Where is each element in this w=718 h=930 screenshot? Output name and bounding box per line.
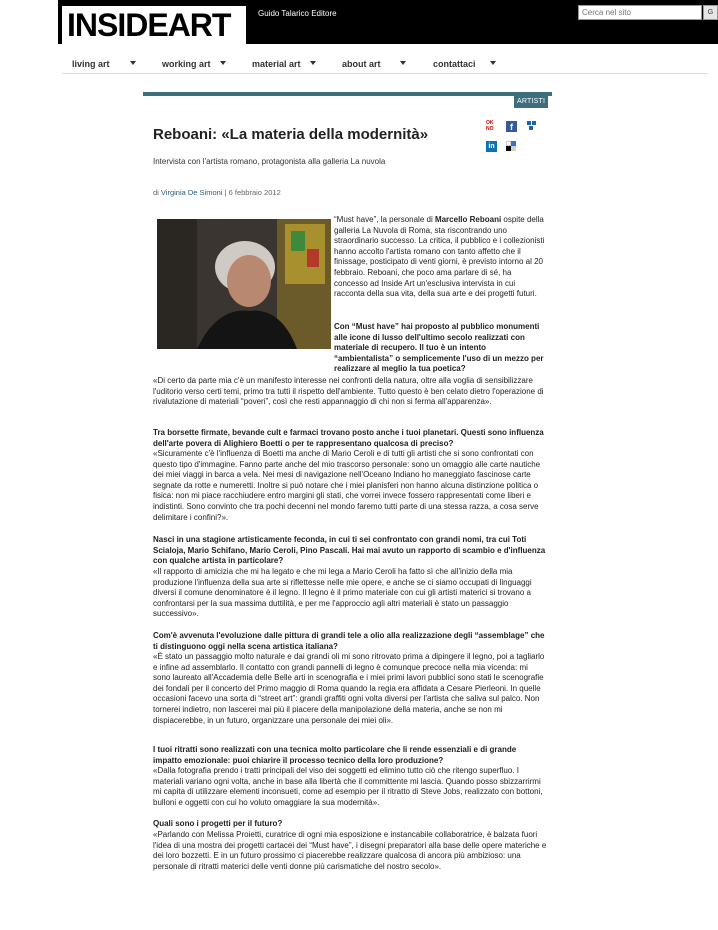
nav-item-working-art[interactable]: working art — [162, 59, 211, 69]
chevron-down-icon[interactable] — [490, 61, 496, 65]
myspace-square-3 — [529, 126, 533, 130]
article-photo — [157, 219, 331, 349]
question-1: Con “Must have” hai proposto al pubblico monumenti alle icone di lusso dell'ultimo secolo realizzati con materiale di recupero. Il tuo è un intento “ambientalista” o semplicemente l'uso di un mezzo per realizzare al meglio la tua poetica? — [334, 322, 544, 374]
oknotizie-label: OK NO — [486, 120, 494, 132]
chevron-down-icon[interactable] — [220, 61, 226, 65]
myspace-square-2 — [532, 121, 536, 125]
linkedin-glyph: in — [488, 143, 495, 150]
byline-prefix: di — [153, 188, 161, 197]
logo[interactable] — [62, 6, 246, 44]
section-bar — [143, 92, 552, 96]
byline-separator: | — [222, 188, 229, 197]
lead-text-1: “Must have”, la personale di — [334, 215, 435, 224]
article-subtitle: Intervista con l'artista romano, protagonista alla galleria La nuvola — [153, 157, 386, 166]
publisher-link[interactable]: Guido Talarico Editore — [258, 9, 337, 18]
myspace-square-1 — [527, 121, 531, 125]
chevron-down-icon[interactable] — [130, 61, 136, 65]
delicious-icon[interactable] — [506, 141, 517, 152]
chevron-down-icon[interactable] — [310, 61, 316, 65]
artist-name: Marcello Reboani — [434, 215, 502, 224]
nav-item-about-art[interactable]: about art — [342, 59, 381, 69]
search-button[interactable]: G — [703, 5, 718, 20]
answer-3: «Il rapporto di amicizia che mi ha legato e che mi lega a Mario Ceroli ha fatto sì che all'inizio della mia produzione l'influenza della sua arte si riflettesse nelle mie opere, e anche se ci siamo occupati di linguaggi diversi il comune denominatore è il legno. Il legno è il primo materiale con cui gli artisti materici si trovano a confrontarsi per la sua massima duttilità, e per me l'approccio agli altri materiali è stato un passaggio successivo». — [153, 567, 532, 619]
facebook-icon[interactable] — [506, 121, 517, 132]
facebook-glyph: f — [510, 122, 513, 132]
question-4: Com'è avvenuta l'evoluzione dalle pittura di grandi tele a olio alla realizzazione degli “assemblage” che ti distinguono oggi nella scena artistica italiana? — [153, 631, 545, 651]
question-3: Nasci in una stagione artisticamente feconda, in cui ti sei confrontato con grandi nomi, tra cui Toti Scialoja, Mario Schifano, Mario Ceroli, Pino Pascali. Hai mai avuto un rapporto di scambio e d'influenza con qualche artista in particolare? — [153, 535, 546, 566]
article-title: Reboani: «La materia della modernità» — [153, 126, 429, 143]
myspace-icon[interactable] — [527, 121, 537, 131]
answer-1: «Di certo da parte mia c'è un manifesto interesse nei confronti della natura, oltre alla voglia di sensibilizzare l'uditorio verso certi temi, primo tra tutti il rispetto dell'ambiente. Tutto questo è ben celato dietro l'operazione di rivalutazione di materiali “poveri”, così che resti appannaggio di chi non si ferma all'apparenza». — [153, 376, 544, 407]
oknotizie-icon[interactable] — [486, 120, 497, 132]
chevron-down-icon[interactable] — [400, 61, 406, 65]
search-input[interactable] — [578, 5, 702, 20]
answer-4: «È stato un passaggio molto naturale e dai grandi oli mi sono ritrovato prima a dipingere il legno, poi a tagliarlo e infine ad assemblarlo. Il contatto con grandi pannelli di legno è comunque precoce nella mia vicenda: mi sono laureato all'Accademia delle Belle arti in scenografia e i miei primi lavori pubblici sono stati le scenografie dei fondali per il concerto del Primo maggio di Roma quando la regia era affidata a Cesare Pierleoni. In quelle occasioni facevo una sorta di “street art”: grandi graffiti ogni volta diversi per l'artista che saliva sul palco. Non tornerei indietro, non lascerei mai più il piacere della manipolazione della materia, anche se non mi dispiacerebbe, in un futuro, organizzare una personale dei miei oli». — [153, 652, 545, 725]
lead-text-2: ospite della galleria La Nuvola di Roma, sta riscontrando uno straordinario successo. La critica, il pubblico e i collezionisti hanno accolto l'artista romano con tanto affetto che il finissage, posticipato di venti giorni, è previsto intorno al 20 febbraio. Reboani, che poco ama parlare di sé, ha concesso ad Inside Art un'esclusiva intervista in cui racconta della sua vita, della sua arte e dei progetti futuri. — [334, 215, 545, 299]
article-lead — [334, 215, 545, 300]
section-tag[interactable]: ARTISTI — [514, 96, 548, 108]
article-date: 6 febbraio 2012 — [228, 188, 281, 197]
answer-5: «Dalla fotografia prendo i tratti principali del viso dei soggetti ed elimino tutto ciò che ritengo superfluo. I materiali variano ogni volta, anche in base alla libertà che il committente mi lascia. Quando posso sbizzarrirmi mi capita di utilizzare elementi inconsueti, come ad esempio per il ritratto di Steve Jobs, realizzato con bottoni, bulloni e oggetti con cui ho voluto omaggiare la sua modernità». — [153, 766, 543, 807]
nav-item-contattaci[interactable]: contattaci — [433, 59, 476, 69]
byline — [153, 188, 281, 197]
question-6: Quali sono i progetti per il futuro? — [153, 819, 283, 828]
answer-2: «Sicuramente c'è l'influenza di Boetti ma anche di Mario Ceroli e di tutti gli artisti che si sono confrontati con questo tipo d'immagine. Fanno parte anche del mio trascorso personale: sono un omaggio alle carte nautiche dei miei viaggi in barca a vela. Nei mesi di navigazione nell'Oceano Indiano ho maneggiato fascinose carte segnate da rotte e numeretti. Inoltre si può notare che i miei planisferi non hanno alcuna distinzione politica o fisica: non mi piace racchiudere entro margini gli stati, che vorrei invece fossero rappresentati come liberi e indistinti. Sono convinto che tra pochi decenni nel mondo faremo tutti parte di una stessa razza, a cosa serve delimitare i confini?». — [153, 449, 541, 522]
answer-6: «Parlando con Melissa Proietti, curatrice di ogni mia esposizione e instancabile collaboratrice, è balzata fuori l'idea di una mostra dei progetti cartacei dei “Must have”, i disegni preparatori alla base delle opere materiche e dei loro bozzetti. E in un futuro prossimo ci piacerebbe realizzare qualcosa di ancora più ambizioso: una personale di ritratti materici delle venti donne più carismatiche del nostro secolo». — [153, 830, 547, 871]
portrait-illustration — [157, 219, 331, 349]
logo-text[interactable]: INSIDEART — [67, 7, 231, 43]
delicious-square-4 — [511, 146, 516, 151]
nav-item-living-art[interactable]: living art — [72, 59, 110, 69]
linkedin-icon[interactable] — [486, 141, 497, 152]
author-link[interactable]: Virginia De Simoni — [160, 188, 223, 197]
nav-item-material-art[interactable]: material art — [252, 59, 301, 69]
question-5: I tuoi ritratti sono realizzati con una tecnica molto particolare che li rende essenziali e di grande impatto emozionale: puoi chiarire il processo tecnico della loro produzione? — [153, 745, 517, 765]
main-nav — [62, 56, 708, 74]
question-2: Tra borsette firmate, bevande cult e farmaci trovano posto anche i tuoi planetari. Questi sono influenza dell'arte povera di Alighiero Boetti o per te rappresentano qualcosa di preciso? — [153, 428, 544, 448]
